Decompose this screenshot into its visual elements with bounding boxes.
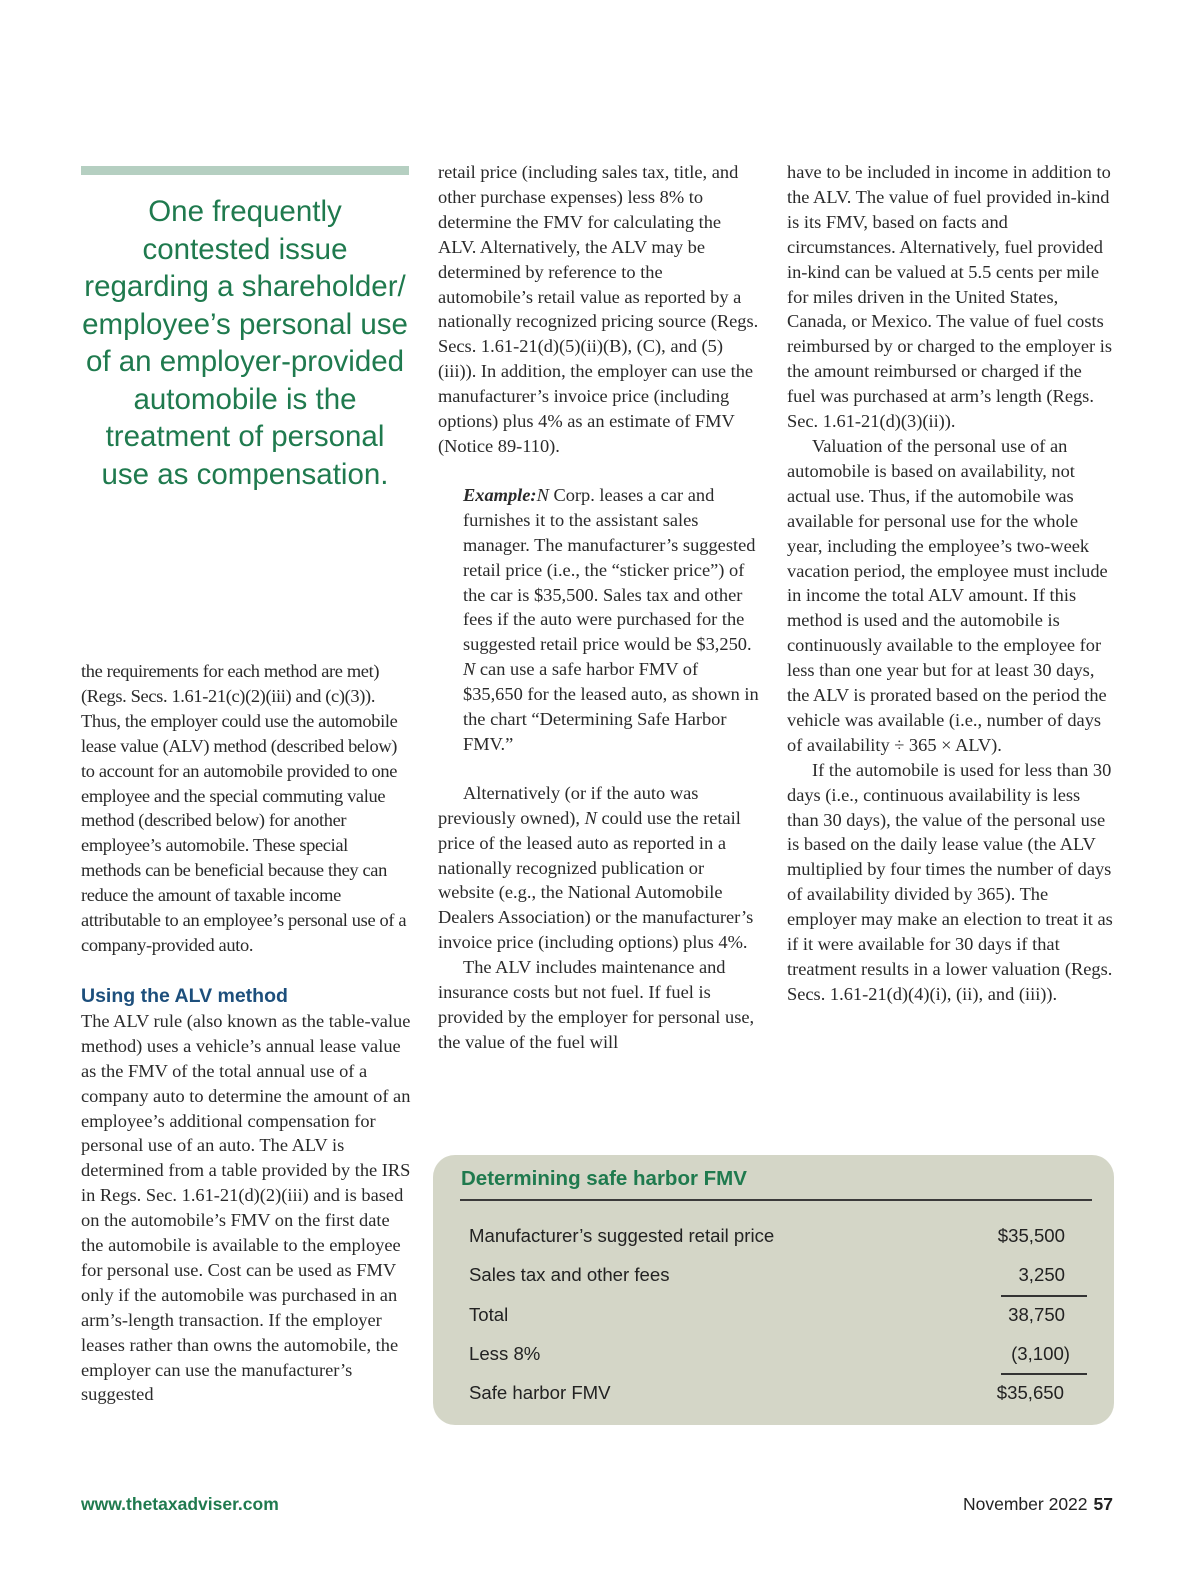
row-value: $35,650	[996, 1382, 1064, 1403]
footer-date: November 2022	[963, 1494, 1088, 1514]
column3-paragraph-3: If the automobile is used for less than 30 days (i.e., continuous availability is less than 30 days), the value of the personal use is based on the daily lease value (the ALV multiplied by four times the number of days of availability divided by 365). The employer may make an election to treat it as if it were available for 30 days if that treatment results in a lower valuation (Regs. Secs. 1.61-21(d)(4)(i), (ii), and (iii)).	[787, 759, 1113, 1004]
row-label: Safe harbor FMV	[469, 1382, 611, 1403]
row-label: Less 8%	[469, 1343, 541, 1364]
footer-url: www.thetaxadviser.com	[81, 1494, 279, 1514]
example-entity-n: N	[536, 484, 549, 505]
column1-paragraph-2: The ALV rule (also known as the table-value method) uses a vehicle’s annual lease value as the FMV of the total annual use of a company auto to determine the amount of an employee’s additional compensation for personal use of an auto. The ALV is determined from a table provided by the IRS in Regs. Sec. 1.61-21(d)(2)(iii) and is based on the automobile’s FMV on the first date the automobile is available to the employee for personal use. Cost can be used as FMV only if the automobile was purchased in an arm’s-length transaction. If the employer leases rather than owns the automobile, the employer can use the manufacturer’s suggested	[81, 1010, 411, 1405]
table-row	[469, 1304, 1083, 1332]
section-heading: Using the ALV method	[81, 984, 288, 1007]
deduction-rule	[1001, 1373, 1087, 1375]
row-value: (3,100)	[1011, 1343, 1070, 1364]
safe-harbor-sidebar	[433, 1155, 1114, 1425]
column2-paragraph-4: The ALV includes maintenance and insurance costs but not fuel. If fuel is provided by the employer for personal use, the value of the fuel will	[438, 957, 755, 1052]
row-label: Sales tax and other fees	[469, 1264, 670, 1285]
footer-date-page	[963, 1494, 1113, 1515]
column1-paragraph-1: the requirements for each method are met) (Regs. Secs. 1.61-21(c)(2)(iii) and (c)(3)). Thus, the employer could use the automobile lease value (ALV) method (described below) to account for an automobile provided to one employee and the special commuting value method (described below) for another employee’s automobile. These special methods can be beneficial because they can reduce the amount of taxable income attributable to an employee’s personal use of a company-provided auto.	[81, 661, 407, 955]
sidebar-title-rule	[460, 1199, 1092, 1201]
column-3	[787, 160, 1115, 1007]
column-2	[438, 160, 760, 1055]
column3-paragraph-2: Valuation of the personal use of an automobile is based on availability, not actual use. Thus, if the automobile was available for personal use for the whole year, including the employee’s two-week vacation period, the employee must include in income the total ALV amount. If this method is used and the automobile is continuously available to the employee for less than one year but for at least 30 days, the ALV is prorated based on the period the vehicle was available (i.e., number of days of availability ÷ 365 × ALV).	[787, 435, 1108, 755]
row-label: Total	[469, 1304, 509, 1325]
column2-paragraph-3	[438, 781, 760, 955]
row-value: 38,750	[1008, 1304, 1065, 1325]
table-row	[469, 1264, 1083, 1292]
sidebar-title: Determining safe harbor FMV	[461, 1167, 747, 1190]
column2-p3-entity-n: N	[584, 807, 597, 828]
row-value: $35,500	[997, 1225, 1065, 1246]
page-number: 57	[1093, 1494, 1113, 1514]
example-paragraph	[463, 483, 760, 757]
row-value: 3,250	[1018, 1264, 1065, 1285]
example-entity-n-2: N	[463, 659, 476, 680]
column2-p3-text-b: could use the retail price of the leased auto as reported in a nationally recognized publication or website (e.g., the National Automobile Dealers Association) or the manufacturer’s invoice price (including options) plus 4%.	[438, 807, 754, 953]
column-1	[81, 659, 411, 1407]
example-text-1: Corp. leases a car and furnishes it to the assistant sales manager. The manufacturer’s suggested retail price (i.e., the “sticker price”) of the car is $35,500. Sales tax and other fees if the auto were purchased for the suggested retail price would be $3,250.	[463, 484, 756, 655]
column2-paragraph-1: retail price (including sales tax, title, and other purchase expenses) less 8% to determine the FMV for calculating the ALV. Alternatively, the ALV may be determined by reference to the automobile’s retail value as reported by a nationally recognized pricing source (Regs. Secs. 1.61-21(d)(5)(ii)(B), (C), and (5)(iii)). In addition, the employer can use the manufacturer’s invoice price (including options) plus 4% as an estimate of FMV (Notice 89-110).	[438, 162, 759, 456]
table-row	[469, 1382, 1083, 1410]
pull-quote-rule	[81, 166, 409, 175]
column3-paragraph-1: have to be included in income in addition to the ALV. The value of fuel provided in-kind is its FMV, based on facts and circumstances. Alternatively, fuel provided in-kind can be valued at 5.5 cents per mile for miles driven in the United States, Canada, or Mexico. The value of fuel costs reimbursed by or charged to the employer is the amount reimbursed or charged if the fuel was purchased at arm’s length (Regs. Sec. 1.61-21(d)(3)(ii)).	[787, 162, 1112, 432]
example-text-2: can use a safe harbor FMV of $35,650 for the leased auto, as shown in the chart “Determining Safe Harbor FMV.”	[463, 659, 759, 754]
table-row	[469, 1343, 1083, 1371]
example-label: Example:	[463, 484, 537, 505]
subtotal-rule	[1001, 1295, 1087, 1297]
column2-p3-text-a: Alternatively (or if the auto was previously owned),	[438, 782, 699, 828]
table-row	[469, 1225, 1083, 1253]
pull-quote: One frequently contested issue regarding a shareholder/ employee’s personal use of an employer-provided automobile is the treatment of personal use as compensation.	[82, 195, 408, 491]
row-label: Manufacturer’s suggested retail price	[469, 1225, 775, 1246]
